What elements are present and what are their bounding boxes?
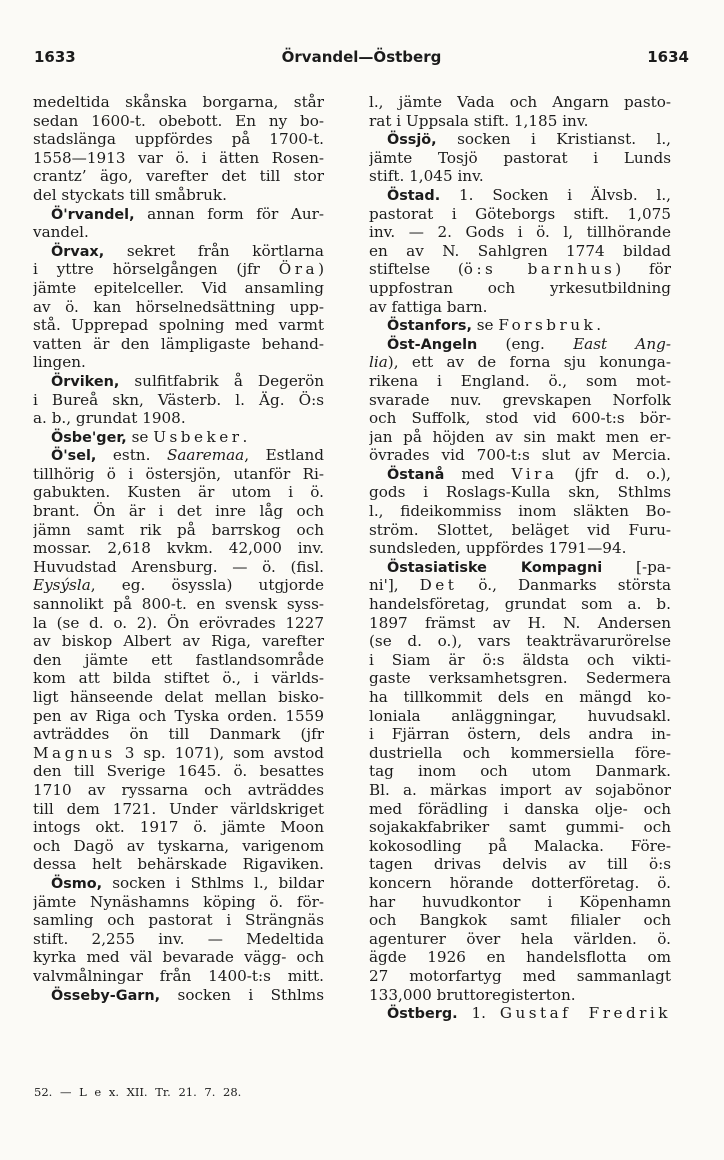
text-run: jämn samt rik på barrskog och bbox=[33, 520, 324, 539]
text-run: lingen. bbox=[33, 353, 86, 372]
text-run: 1. bbox=[457, 1004, 500, 1023]
text-run: mossar. 2,618 kvkm. 42,000 inv. bbox=[33, 539, 324, 558]
printer-note: 52. — L e x. XII. Tr. 21. 7. 28. bbox=[34, 1085, 242, 1099]
text-line bbox=[369, 1004, 671, 1023]
text-run: kyrka med väl bevarade vägg- och bbox=[33, 948, 324, 967]
text-run: vandel. bbox=[33, 223, 89, 242]
text-run: jan på höjden av sin makt men er- bbox=[369, 427, 671, 446]
left-column bbox=[33, 93, 324, 1004]
text-line bbox=[369, 688, 671, 707]
text-run: ägde 1926 en handelsflotta om bbox=[369, 948, 671, 967]
text-line bbox=[33, 242, 324, 261]
text-run: handelsföretag, grundat som a. b. bbox=[369, 595, 671, 614]
text-run: 133,000 bruttoregisterton. bbox=[369, 985, 576, 1004]
text-run: , Estland bbox=[244, 446, 324, 465]
italic-run: Saaremaa bbox=[166, 446, 245, 465]
page-number-left: 1633 bbox=[34, 48, 76, 66]
text-line bbox=[369, 372, 671, 391]
spaced-run: Det bbox=[419, 576, 458, 595]
text-line bbox=[33, 539, 324, 558]
text-line bbox=[33, 298, 324, 317]
text-run: i yttre hörselgången (jfr bbox=[33, 260, 279, 279]
running-title: Örvandel—Östberg bbox=[281, 48, 442, 66]
text-run: dustriella och kommersiella före- bbox=[369, 743, 671, 762]
text-line bbox=[33, 483, 324, 502]
text-line bbox=[33, 409, 324, 428]
text-run: sannolikt på 800-t. en svensk syss- bbox=[33, 595, 324, 614]
text-line bbox=[369, 539, 671, 558]
text-run: , eg. ösyssla) utgjorde bbox=[90, 576, 324, 595]
text-run: av biskop Albert av Riga, varefter bbox=[33, 632, 324, 651]
text-line bbox=[33, 818, 324, 837]
text-line bbox=[33, 948, 324, 967]
text-run: del styckats till småbruk. bbox=[33, 185, 227, 204]
entry-headword: Öst-Angeln bbox=[387, 336, 478, 353]
text-run: (se d. o.), vars teakträvarurörelse bbox=[369, 632, 671, 651]
spaced-run: Öra bbox=[278, 260, 319, 279]
text-line bbox=[33, 874, 324, 893]
text-run: ligt hänseende delat mellan bisko- bbox=[33, 688, 324, 706]
spaced-run: Magnus bbox=[33, 743, 116, 762]
text-line bbox=[369, 483, 671, 502]
text-run: har huvudkontor i Köpenhamn bbox=[369, 892, 671, 911]
text-run: sekret från körtlarna bbox=[104, 241, 324, 260]
text-line bbox=[33, 428, 324, 447]
text-run: med förädling i danska olje- och bbox=[369, 799, 671, 818]
text-run: sundsleden, uppfördes 1791—94. bbox=[369, 539, 627, 558]
text-line bbox=[33, 186, 324, 205]
text-run: i Bureå skn, Västerb. l. Äg. Ö:s bbox=[33, 390, 324, 409]
text-run: ni'], bbox=[369, 576, 420, 595]
text-line bbox=[369, 223, 671, 242]
text-run: ) bbox=[318, 260, 324, 279]
text-line bbox=[369, 353, 671, 372]
text-line bbox=[33, 614, 324, 633]
entry-headword: Örviken, bbox=[51, 373, 120, 390]
text-run: 1710 av ryssarna och avträddes bbox=[33, 780, 324, 799]
text-line bbox=[33, 502, 324, 521]
text-line bbox=[369, 744, 671, 763]
text-line bbox=[33, 837, 324, 856]
text-run: stift. 2,255 inv. — Medeltida bbox=[33, 929, 324, 948]
text-line bbox=[369, 93, 671, 112]
text-line bbox=[33, 521, 324, 540]
text-line bbox=[369, 874, 671, 893]
text-line bbox=[33, 205, 324, 224]
text-line bbox=[33, 762, 324, 781]
text-run: till dem 1721. Under världskriget bbox=[33, 799, 324, 818]
text-line bbox=[33, 651, 324, 670]
text-line bbox=[369, 167, 671, 186]
text-run: l., jämte Vada och Angarn pasto- bbox=[369, 93, 671, 111]
text-run: och Bangkok samt filialer och bbox=[369, 911, 671, 930]
text-line bbox=[33, 465, 324, 484]
text-run: agenturer över hela världen. ö. bbox=[369, 929, 671, 948]
text-run: jämte Tosjö pastorat i Lunds bbox=[369, 148, 671, 167]
text-run: ström. Slottet, beläget vid Furu- bbox=[369, 520, 671, 539]
text-run: gabukten. Kusten är utom i ö. bbox=[33, 483, 324, 502]
text-run: av ö. kan hörselnedsättning upp- bbox=[33, 297, 324, 316]
text-run: . bbox=[242, 427, 248, 446]
text-line bbox=[33, 223, 324, 242]
text-run: socken i Sthlms l., bildar bbox=[102, 873, 324, 892]
text-run: stadslänga uppfördes på 1700-t. bbox=[33, 130, 324, 149]
text-run: estn. bbox=[96, 446, 167, 465]
text-line bbox=[369, 298, 671, 317]
text-line bbox=[33, 744, 324, 763]
text-line bbox=[369, 502, 671, 521]
italic-run: Eysýsla bbox=[33, 576, 91, 595]
text-run: Huvudstad Arensburg. — ö. (fisl. bbox=[33, 557, 324, 576]
text-run: 1558—1913 var ö. i ätten Rosen- bbox=[33, 148, 324, 167]
spaced-run: Forsbruk bbox=[498, 316, 597, 335]
text-run: gaste verksamhetsgren. Sedermera bbox=[369, 669, 671, 688]
text-line bbox=[369, 837, 671, 856]
text-line bbox=[33, 167, 324, 186]
text-run: sulfitfabrik å Degerön bbox=[119, 371, 324, 390]
text-run: Bl. a. märkas import av sojabönor bbox=[369, 780, 671, 799]
text-run: (jfr d. o.), bbox=[557, 464, 671, 483]
text-run: ), ett av de forna sju konunga- bbox=[387, 353, 671, 372]
text-line bbox=[33, 632, 324, 651]
text-line bbox=[33, 986, 324, 1005]
text-line bbox=[369, 855, 671, 874]
text-line bbox=[33, 725, 324, 744]
spaced-run: ö:s barnhus bbox=[463, 260, 616, 279]
entry-headword: Östanfors, bbox=[387, 318, 472, 335]
text-line bbox=[369, 521, 671, 540]
text-line bbox=[369, 260, 671, 279]
text-run: uppfostran och yrkesutbildning bbox=[369, 278, 671, 297]
text-line bbox=[369, 205, 671, 224]
text-run: . bbox=[596, 316, 602, 335]
text-run: i Siam är ö:s äldsta och vikti- bbox=[369, 650, 671, 669]
entry-headword: Össjö, bbox=[387, 132, 437, 149]
text-run: ) för bbox=[615, 260, 671, 279]
text-run: se bbox=[471, 316, 499, 335]
entry-headword: Ösbe'ger, bbox=[51, 429, 127, 446]
text-run: koncern hörande dotterföretag. ö. bbox=[369, 873, 671, 892]
entry-headword: Össeby-Garn, bbox=[51, 987, 161, 1004]
text-line bbox=[33, 669, 324, 688]
text-run: övrades vid 700-t:s slut av Mercia. bbox=[369, 446, 671, 465]
spaced-run: Usbeker bbox=[153, 427, 243, 446]
spaced-run: Vira bbox=[511, 464, 558, 483]
text-run: socken i Sthlms bbox=[160, 985, 324, 1004]
text-line bbox=[33, 316, 324, 335]
text-line bbox=[369, 316, 671, 335]
text-run: ö., Danmarks största bbox=[457, 576, 671, 595]
text-run: jämte Nynäshamns köping ö. för- bbox=[33, 892, 324, 911]
text-run: i Fjärran östern, dels andra in- bbox=[369, 725, 671, 744]
text-line bbox=[369, 428, 671, 447]
text-run: 3 sp. 1071), som avstod bbox=[115, 743, 324, 762]
text-line bbox=[33, 558, 324, 577]
text-run: kokosodling på Malacka. Före- bbox=[369, 836, 671, 855]
text-run: sedan 1600-t. obebott. En ny bo- bbox=[33, 111, 324, 130]
text-run: (eng. bbox=[477, 334, 574, 353]
text-run: avträddes ön till Danmark (jfr bbox=[33, 725, 324, 744]
text-run: 1. Socken i Älvsb. l., bbox=[440, 185, 671, 204]
text-line bbox=[33, 353, 324, 372]
text-run: ha tillkommit dels en mängd ko- bbox=[369, 688, 671, 706]
text-run: socken i Kristianst. l., bbox=[436, 130, 671, 149]
entry-headword: Östad. bbox=[387, 187, 441, 204]
text-run: stå. Upprepad spolning med varmt bbox=[33, 316, 324, 335]
text-run: 27 motorfartyg med sammanlagt bbox=[369, 966, 671, 985]
text-line bbox=[369, 149, 671, 168]
text-run: a. b., grundat 1908. bbox=[33, 409, 186, 428]
text-line bbox=[369, 911, 671, 930]
text-line bbox=[33, 260, 324, 279]
text-run: pen av Riga och Tyska orden. 1559 bbox=[33, 706, 324, 725]
text-run: 1897 främst av H. N. Andersen bbox=[369, 613, 671, 632]
text-run: tagen drivas delvis av till ö:s bbox=[369, 855, 671, 874]
text-line bbox=[33, 781, 324, 800]
text-run: av fattiga barn. bbox=[369, 297, 488, 316]
text-run: stift. 1,045 inv. bbox=[369, 167, 484, 186]
entry-headword: Östasiatiske Kompagni bbox=[387, 559, 603, 576]
text-run: tag inom och utom Danmark. bbox=[369, 762, 671, 781]
text-line bbox=[33, 335, 324, 354]
entry-headword: Östberg. bbox=[387, 1006, 458, 1023]
text-line bbox=[369, 930, 671, 949]
text-run: annan form för Aur- bbox=[134, 204, 324, 223]
text-line bbox=[369, 391, 671, 410]
text-run: pastorat i Göteborgs stift. 1,075 bbox=[369, 204, 671, 223]
text-run: tillhörig ö i östersjön, utanför Ri- bbox=[33, 464, 324, 483]
text-line bbox=[33, 149, 324, 168]
text-line bbox=[33, 446, 324, 465]
text-run: med bbox=[444, 464, 512, 483]
text-run: [-pa- bbox=[602, 557, 671, 576]
text-run: vatten är den lämpligaste behand- bbox=[33, 334, 324, 353]
text-line bbox=[369, 986, 671, 1005]
text-run: jämte epitelceller. Vid ansamling bbox=[33, 278, 324, 297]
right-column bbox=[369, 93, 671, 1023]
italic-run: East Ang- bbox=[573, 334, 671, 353]
text-line bbox=[33, 800, 324, 819]
text-run: la (se d. o. 2). Ön erövrades 1227 bbox=[33, 613, 324, 632]
text-line bbox=[369, 632, 671, 651]
text-line bbox=[369, 818, 671, 837]
text-run: och Suffolk, stod vid 600-t:s bör- bbox=[369, 409, 671, 428]
text-run: intogs okt. 1917 ö. jämte Moon bbox=[33, 818, 324, 837]
text-run: stiftelse ( bbox=[369, 260, 464, 279]
text-line bbox=[369, 893, 671, 912]
text-line bbox=[369, 279, 671, 298]
text-run: rikena i England. ö., som mot- bbox=[369, 371, 671, 390]
entry-headword: Örvax, bbox=[51, 243, 105, 260]
text-line bbox=[33, 372, 324, 391]
text-line bbox=[369, 948, 671, 967]
text-line bbox=[369, 576, 671, 595]
text-run: sojakakfabriker samt gummi- och bbox=[369, 818, 671, 837]
text-line bbox=[369, 335, 671, 354]
text-line bbox=[369, 781, 671, 800]
page-header bbox=[34, 48, 689, 72]
entry-headword: Ö'sel, bbox=[51, 448, 97, 465]
text-line bbox=[369, 558, 671, 577]
text-run: loniala anläggningar, huvudsakl. bbox=[369, 706, 671, 725]
text-run: kom att bilda stiftet ö., i världs- bbox=[33, 669, 324, 688]
text-line bbox=[369, 614, 671, 633]
text-line bbox=[369, 186, 671, 205]
text-line bbox=[33, 688, 324, 707]
spaced-run: Gustaf Fredrik bbox=[499, 1004, 671, 1023]
text-line bbox=[33, 855, 324, 874]
text-line bbox=[33, 930, 324, 949]
italic-run: lia bbox=[369, 353, 388, 372]
text-line bbox=[33, 130, 324, 149]
text-run: en av N. Sahlgren 1774 bildad bbox=[369, 241, 671, 260]
text-run: gods i Roslags-Kulla skn, Sthlms bbox=[369, 483, 671, 502]
text-line bbox=[369, 595, 671, 614]
text-run: crantz’ ägo, varefter det till stor bbox=[33, 167, 324, 186]
text-line bbox=[369, 707, 671, 726]
text-run: den jämte ett fastlandsområde bbox=[33, 650, 324, 669]
entry-headword: Ö'rvandel, bbox=[51, 206, 135, 223]
text-run: l., fideikommiss inom släkten Bo- bbox=[369, 502, 671, 521]
text-line bbox=[369, 112, 671, 131]
page-number-right: 1634 bbox=[647, 48, 689, 66]
text-line bbox=[33, 391, 324, 410]
text-line bbox=[369, 651, 671, 670]
text-run: medeltida skånska borgarna, står bbox=[33, 93, 324, 111]
entry-headword: Ösmo, bbox=[51, 875, 103, 892]
entry-headword: Östanå bbox=[387, 466, 445, 483]
text-line bbox=[369, 669, 671, 688]
text-line bbox=[33, 893, 324, 912]
text-line bbox=[369, 130, 671, 149]
text-line bbox=[369, 409, 671, 428]
text-run: den till Sverige 1645. ö. besattes bbox=[33, 762, 324, 781]
text-run: rat i Uppsala stift. 1,185 inv. bbox=[369, 111, 589, 130]
text-run: inv. — 2. Gods i ö. l, tillhörande bbox=[369, 223, 671, 242]
text-run: valvmålningar från 1400-t:s mitt. bbox=[33, 966, 324, 985]
text-run: och Dagö av tyskarna, varigenom bbox=[33, 836, 324, 855]
text-line bbox=[33, 707, 324, 726]
text-line bbox=[369, 725, 671, 744]
text-line bbox=[369, 762, 671, 781]
text-line bbox=[33, 93, 324, 112]
text-line bbox=[369, 967, 671, 986]
text-line bbox=[369, 446, 671, 465]
text-run: samling och pastorat i Strängnäs bbox=[33, 911, 324, 930]
text-line bbox=[369, 242, 671, 261]
text-line bbox=[369, 800, 671, 819]
text-run: se bbox=[126, 427, 154, 446]
text-line bbox=[33, 967, 324, 986]
text-run: dessa helt behärskade Rigaviken. bbox=[33, 855, 324, 874]
text-line bbox=[369, 465, 671, 484]
text-run: svarade nuv. grevskapen Norfolk bbox=[369, 390, 671, 409]
text-line bbox=[33, 595, 324, 614]
text-line bbox=[33, 279, 324, 298]
text-line bbox=[33, 911, 324, 930]
text-line bbox=[33, 576, 324, 595]
text-line bbox=[33, 112, 324, 131]
text-run: brant. Ön är i det inre låg och bbox=[33, 502, 324, 521]
